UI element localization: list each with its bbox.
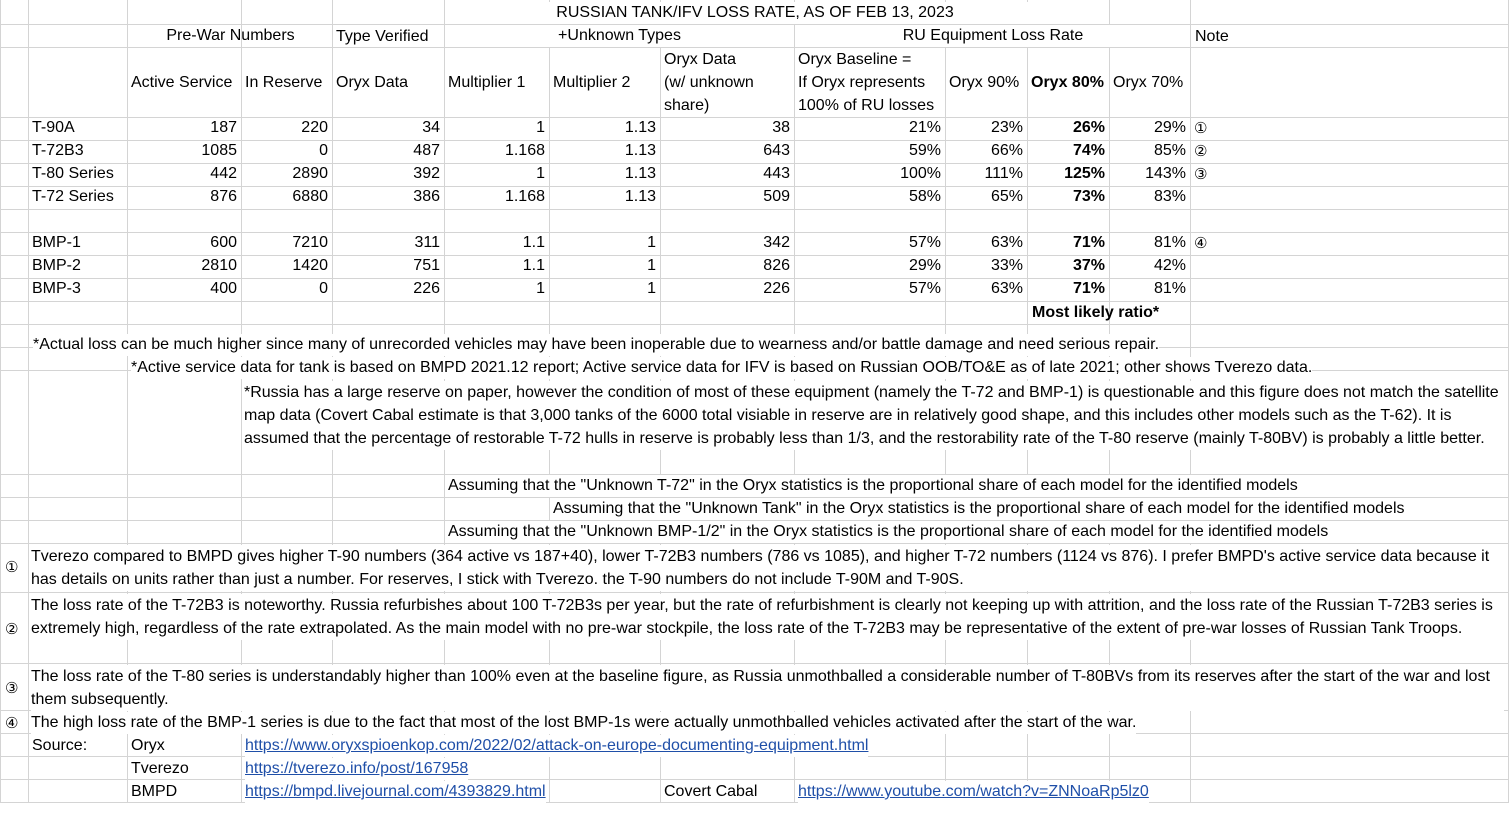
row-note-mark[interactable]: ② [1194,142,1208,160]
cell-reserve[interactable]: 1420 [292,257,328,274]
footnote-mult-bmp[interactable]: Assuming that the "Unknown BMP-1/2" in the Oryx statistics is the proportional share of each model for the identified models [448,521,1328,543]
group-unknown-types[interactable]: +Unknown Types [446,25,793,47]
cell-m2[interactable]: 1.13 [624,119,656,136]
cell-name[interactable]: T-72 Series [32,188,114,205]
cell-active[interactable]: 600 [210,234,237,251]
source-tverezo-name[interactable]: Tverezo [131,760,189,777]
cell-name[interactable]: T-72B3 [32,142,84,159]
cell-o90[interactable]: 33% [990,257,1023,274]
col-oryx-data[interactable]: Oryx Data [336,74,409,91]
cell-o80[interactable]: 37% [1072,257,1105,274]
note-text-1[interactable]: Tverezo compared to BMPD gives higher T-90 numbers (364 active vs 187+40), lower T-72B3 numbers (786 vs 1085), and higher T-72 numbers (1124 vs 876). I prefer BMPD's active service data because it has details on units rather than just a number. For reserves, I stick with Tverezo. the T-90 numbers do not include T-90M and T-90S. [31,545,1504,591]
cell-o70[interactable]: 42% [1153,257,1186,274]
cell-name[interactable]: T-80 Series [32,165,114,182]
cell-active[interactable]: 876 [210,188,237,205]
col-baseline-3[interactable]: 100% of RU losses [798,95,934,117]
col-oryx-unknown-3[interactable]: share) [664,95,709,117]
note-text-4[interactable]: The high loss rate of the BMP-1 series is due to the fact that most of the lost BMP-1s were actually unmothballed vehicles activated after the start of the war. [31,712,1136,734]
grid-hline [0,543,1509,544]
footnote-mult-t72[interactable]: Assuming that the "Unknown T-72" in the Oryx statistics is the proportional share of each model for the identified models [448,475,1298,497]
note-mark-3: ③ [5,679,19,697]
cell-o80[interactable]: 125% [1064,165,1105,182]
source-covert-cabal-link[interactable]: https://www.youtube.com/watch?v=ZNNoaRp5lz0 [798,781,1149,803]
cell-o90[interactable]: 63% [990,234,1023,251]
footnote-mult-tank[interactable]: Assuming that the "Unknown Tank" in the Oryx statistics is the proportional share of each model for the identified models [553,498,1405,520]
grid-hline [0,47,1509,48]
cell-base[interactable]: 57% [908,234,941,251]
cell-base[interactable]: 100% [900,165,941,182]
note-mark-4: ④ [5,714,19,732]
cell-base[interactable]: 59% [908,142,941,159]
cell-o90[interactable]: 66% [990,142,1023,159]
cell-o90[interactable]: 111% [984,165,1023,182]
cell-oryx[interactable]: 34 [422,119,440,136]
cell-m1[interactable]: 1 [536,119,545,136]
cell-active[interactable]: 2810 [201,257,237,274]
cell-m1[interactable]: 1.168 [504,188,545,205]
grid-hline [0,592,1509,593]
row-note-mark[interactable]: ① [1194,119,1208,137]
col-baseline-2[interactable]: If Oryx represents [798,72,925,94]
group-type-verified[interactable]: Type Verified [336,28,429,45]
cell-name[interactable]: BMP-3 [32,280,81,297]
footnote-reserve[interactable]: *Russia has a large reserve on paper, however the condition of most of these equipment (namely the T-72 and BMP-1) is questionable and this figure does not match the satellite map data (Covert Cabal estimate is that 3,000 tanks of the 6000 total visiable in reserve are in relatively good shape, and this includes other models such as the T-62). It is assumed that the percentage of restorable T-72 hulls in reserve is probably less than 1/3, and the restorability rate of the T-80 reserve (mainly T-80BV) is probably a little better. [244,381,1506,450]
grid-hline [0,209,1509,210]
cell-m1[interactable]: 1.168 [504,142,545,159]
cell-name[interactable]: BMP-1 [32,234,81,251]
col-oryx-unknown-1[interactable]: Oryx Data [664,49,736,71]
cell-ou[interactable]: 826 [763,257,790,274]
cell-ou[interactable]: 38 [772,119,790,136]
grid-hline [0,301,1509,302]
source-covert-cabal-name[interactable]: Covert Cabal [664,783,758,800]
cell-o80[interactable]: 71% [1072,280,1105,297]
col-oryx-70[interactable]: Oryx 70% [1113,74,1184,91]
footnote-active-source[interactable]: *Active service data for tank is based on BMPD 2021.12 report; Active service data for IFV is based on Russian OOB/TO&E as of late 2021; other shows Tverezo data. [131,357,1312,379]
source-bmpd-name[interactable]: BMPD [131,783,178,800]
cell-active[interactable]: 442 [210,165,237,182]
cell-o80[interactable]: 73% [1072,188,1105,205]
source-bmpd-link[interactable]: https://bmpd.livejournal.com/4393829.html [245,781,546,803]
cell-o90[interactable]: 63% [990,280,1023,297]
cell-o70[interactable]: 81% [1153,280,1186,297]
cell-m1[interactable]: 1 [536,165,545,182]
most-likely-ratio[interactable]: Most likely ratio* [1032,304,1160,321]
cell-ou[interactable]: 226 [763,280,790,297]
cell-oryx[interactable]: 311 [414,234,440,251]
footnote-actual-loss[interactable]: *Actual loss can be much higher since many of unrecorded vehicles may have been inoperable due to wearness and/or battle damage and need serious repair. [33,334,1159,356]
col-multiplier-1[interactable]: Multiplier 1 [448,74,526,91]
cell-m2[interactable]: 1 [647,280,656,297]
grid-vline [0,0,1,803]
grid-hline [0,779,1509,780]
grid-hline [0,663,1509,664]
cell-oryx[interactable]: 751 [413,257,440,274]
sheet-title[interactable]: RUSSIAN TANK/IFV LOSS RATE, AS OF FEB 13, 2023 [445,2,1065,24]
cell-reserve[interactable]: 0 [319,142,328,159]
cell-reserve[interactable]: 7210 [292,234,328,251]
source-tverezo-link[interactable]: https://tverezo.info/post/167958 [245,758,468,780]
grid-hline [0,324,1509,325]
col-active-service[interactable]: Active Service [131,74,233,91]
cell-m2[interactable]: 1 [647,234,656,251]
cell-ou[interactable]: 643 [763,142,790,159]
cell-ou[interactable]: 509 [763,188,790,205]
cell-oryx[interactable]: 386 [413,188,440,205]
cell-reserve[interactable]: 6880 [292,188,328,205]
cell-reserve[interactable]: 0 [319,280,328,297]
group-prewar[interactable]: Pre-War Numbers [166,27,295,44]
col-oryx-90[interactable]: Oryx 90% [949,74,1020,91]
cell-base[interactable]: 57% [908,280,941,297]
grid-vline [28,0,29,803]
cell-m2[interactable]: 1.13 [624,142,656,159]
cell-m2[interactable]: 1.13 [624,165,656,182]
cell-m1[interactable]: 1 [536,280,545,297]
source-label[interactable]: Source: [32,737,88,754]
cell-base[interactable]: 21% [908,119,941,136]
col-multiplier-2[interactable]: Multiplier 2 [553,74,631,91]
note-text-3[interactable]: The loss rate of the T-80 series is understandably higher than 100% even at the baseline figure, as Russia unmothballed a considerable number of T-80BVs from its reserves after the start of the war and lost them subsequently. [31,665,1504,711]
cell-active[interactable]: 400 [210,280,237,297]
cell-ou[interactable]: 342 [763,234,790,251]
cell-o80[interactable]: 74% [1072,142,1105,159]
note-mark-1: ① [5,558,19,576]
cell-name[interactable]: BMP-2 [32,257,81,274]
cell-o70[interactable]: 85% [1153,142,1186,159]
row-note-mark[interactable]: ③ [1194,165,1208,183]
note-mark-2: ② [5,620,19,638]
cell-active[interactable]: 187 [210,119,237,136]
cell-reserve[interactable]: 220 [301,119,328,136]
note-text-2[interactable]: The loss rate of the T-72B3 is noteworthy. Russia refurbishes about 100 T-72B3s per year, but the rate of refurbishment is clearly not keeping up with attrition, and the loss rate of the Russian T-72B3 series is extremely high, regardless of the rate extrapolated. As the main model with no pre-war stockpile, the loss rate of the T-72B3 may be representative of the extent of pre-war losses of Russian Tank Troops. [31,594,1504,640]
col-baseline-1[interactable]: Oryx Baseline = [798,49,911,71]
cell-oryx[interactable]: 226 [413,280,440,297]
cell-o70[interactable]: 81% [1153,234,1186,251]
source-oryx-link[interactable]: https://www.oryxspioenkop.com/2022/02/attack-on-europe-documenting-equipment.html [245,735,868,757]
cell-o90[interactable]: 23% [990,119,1023,136]
col-oryx-unknown-2[interactable]: (w/ unknown [664,72,754,94]
cell-ou[interactable]: 443 [763,165,790,182]
cell-o90[interactable]: 65% [990,188,1023,205]
cell-oryx[interactable]: 487 [413,142,440,159]
cell-base[interactable]: 58% [908,188,941,205]
col-in-reserve[interactable]: In Reserve [245,74,323,91]
col-oryx-80[interactable]: Oryx 80% [1031,74,1104,91]
cell-oryx[interactable]: 392 [413,165,440,182]
cell-o80[interactable]: 71% [1072,234,1105,251]
cell-m2[interactable]: 1 [647,257,656,274]
row-note-mark[interactable]: ④ [1194,234,1208,252]
source-oryx-name[interactable]: Oryx [131,737,165,754]
cell-reserve[interactable]: 2890 [292,165,328,182]
cell-name[interactable]: T-90A [32,119,75,136]
cell-o70[interactable]: 143% [1145,165,1186,182]
cell-base[interactable]: 29% [908,257,941,274]
cell-m1[interactable]: 1.1 [522,257,545,274]
cell-o70[interactable]: 29% [1153,119,1186,136]
cell-m1[interactable]: 1.1 [522,234,545,251]
cell-active[interactable]: 1085 [201,142,237,159]
group-ru-loss-rate[interactable]: RU Equipment Loss Rate [796,25,1190,47]
cell-m2[interactable]: 1.13 [624,188,656,205]
group-note[interactable]: Note [1195,28,1229,45]
cell-o80[interactable]: 26% [1072,119,1105,136]
cell-o70[interactable]: 83% [1153,188,1186,205]
